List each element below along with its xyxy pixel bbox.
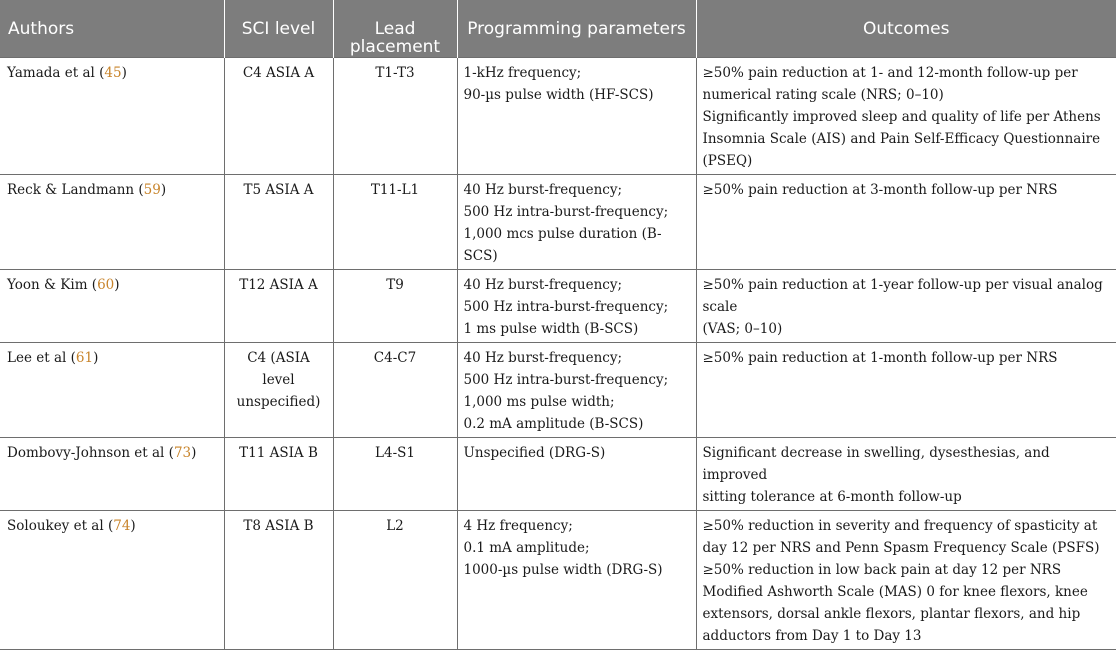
outcome-line: numerical rating scale (NRS; 0–10): [702, 87, 944, 103]
author-name: Dombovy-Johnson et al (: [7, 445, 174, 461]
outcomes-cell: [696, 438, 1116, 511]
outcomes-cell: [696, 343, 1116, 438]
outcomes-cell: [696, 175, 1116, 270]
sci-level-cell: [224, 58, 333, 175]
lead-placement-cell: L4-S1: [333, 438, 457, 511]
lead-placement-cell: C4-C7: [333, 343, 457, 438]
param-line: 500 Hz intra-burst-frequency;: [463, 204, 669, 220]
outcomes-cell: [696, 270, 1116, 343]
outcome-line: (VAS; 0–10): [702, 321, 783, 337]
outcomes-cell: [696, 58, 1116, 175]
sci-level-cell: [224, 438, 333, 511]
author-cell: [0, 58, 224, 175]
author-close: ): [191, 445, 197, 461]
lead-placement-cell: T1-T3: [333, 58, 457, 175]
sci-line: C4 ASIA A: [242, 65, 315, 81]
sci-level-cell: [224, 511, 333, 650]
sci-level-cell: [224, 343, 333, 438]
author-close: ): [114, 277, 120, 293]
lead-placement-cell: T11-L1: [333, 175, 457, 270]
params-cell: [457, 343, 696, 438]
outcome-line: Insomnia Scale (AIS) and Pain Self-Efficacy Questionnaire: [702, 131, 1101, 147]
table-row: [0, 438, 1116, 511]
params-cell: [457, 511, 696, 650]
author-cell: [0, 270, 224, 343]
author-cell: [0, 175, 224, 270]
param-line: 90-µs pulse width (HF-SCS): [463, 87, 654, 103]
outcome-line: ≥50% reduction in severity and frequency of spasticity at: [702, 518, 1098, 534]
params-cell: [457, 175, 696, 270]
param-line: 500 Hz intra-burst-frequency;: [463, 372, 669, 388]
outcome-line: adductors from Day 1 to Day 13: [702, 628, 922, 644]
author-cell: [0, 511, 224, 650]
outcome-line: day 12 per NRS and Penn Spasm Frequency Scale (PSFS): [702, 540, 1100, 556]
param-line: Unspecified (DRG-S): [463, 445, 606, 461]
header-outcomes: Outcomes: [696, 0, 1116, 58]
outcome-line: ≥50% pain reduction at 1- and 12-month follow-up per: [702, 65, 1078, 81]
lead-placement-cell: T9: [333, 270, 457, 343]
sci-line: C4 (ASIA level: [247, 350, 310, 388]
sci-line: T12 ASIA A: [239, 277, 318, 293]
table-row: [0, 58, 1116, 175]
author-close: ): [121, 65, 127, 81]
header-lead-placement-line2: placement: [349, 37, 441, 57]
sci-level-cell: [224, 175, 333, 270]
param-line: 40 Hz burst-frequency;: [463, 182, 623, 198]
table-row: [0, 175, 1116, 270]
outcome-line: ≥50% pain reduction at 1-year follow-up per visual analog scale: [702, 277, 1103, 315]
param-line: 500 Hz intra-burst-frequency;: [463, 299, 669, 315]
sci-line: T8 ASIA B: [243, 518, 314, 534]
param-line: 1-kHz frequency;: [463, 65, 582, 81]
outcome-line: Significantly improved sleep and quality of life per Athens: [702, 109, 1101, 125]
reference-link[interactable]: 45: [104, 65, 122, 81]
header-row: [0, 0, 1116, 58]
param-line: 1,000 ms pulse width;: [463, 394, 615, 410]
param-line: 40 Hz burst-frequency;: [463, 350, 623, 366]
outcome-line: (PSEQ): [702, 153, 753, 169]
params-cell: [457, 270, 696, 343]
author-name: Reck & Landmann (: [7, 182, 144, 198]
table-row: [0, 343, 1116, 438]
sci-line: T5 ASIA A: [243, 182, 314, 198]
outcomes-cell: [696, 511, 1116, 650]
param-line: 1 ms pulse width (B-SCS): [463, 321, 639, 337]
sci-line: unspecified): [236, 394, 321, 410]
author-cell: [0, 438, 224, 511]
param-line: 40 Hz burst-frequency;: [463, 277, 623, 293]
param-line: 0.1 mA amplitude;: [463, 540, 590, 556]
param-line: 0.2 mA amplitude (B-SCS): [463, 416, 644, 432]
author-cell: [0, 343, 224, 438]
outcome-line: Modified Ashworth Scale (MAS) 0 for knee flexors, knee: [702, 584, 1088, 600]
outcome-line: sitting tolerance at 6-month follow-up: [702, 489, 962, 505]
param-line: 1000-µs pulse width (DRG-S): [463, 562, 663, 578]
params-cell: [457, 58, 696, 175]
lead-placement-cell: L2: [333, 511, 457, 650]
outcome-line: ≥50% pain reduction at 3-month follow-up per NRS: [702, 182, 1058, 198]
table-row: [0, 511, 1116, 650]
table-row: [0, 270, 1116, 343]
reference-link[interactable]: 73: [173, 445, 192, 461]
header-lead-placement: [333, 0, 457, 58]
author-name: Yoon & Kim (: [7, 277, 98, 293]
param-line: 1,000 mcs pulse duration (B-SCS): [463, 226, 662, 264]
author-name: Soloukey et al (: [7, 518, 114, 534]
author-name: Lee et al (: [7, 350, 76, 366]
reference-link[interactable]: 74: [113, 518, 131, 534]
reference-link[interactable]: 59: [143, 182, 161, 198]
params-cell: [457, 438, 696, 511]
author-close: ): [160, 182, 167, 198]
reference-link[interactable]: 60: [97, 277, 115, 293]
header-authors: Authors: [0, 0, 224, 58]
sci-level-cell: [224, 270, 333, 343]
header-lead-placement-line1: Lead: [374, 19, 416, 39]
header-programming-parameters: Programming parameters: [457, 0, 696, 58]
reference-link[interactable]: 61: [75, 350, 94, 366]
param-line: 4 Hz frequency;: [463, 518, 573, 534]
outcome-line: ≥50% reduction in low back pain at day 12 per NRS: [702, 562, 1062, 578]
outcome-line: Significant decrease in swelling, dysesthesias, and improved: [702, 445, 1050, 483]
sci-line: T11 ASIA B: [239, 445, 318, 461]
author-name: Yamada et al (: [7, 65, 105, 81]
outcome-line: ≥50% pain reduction at 1-month follow-up per NRS: [702, 350, 1058, 366]
header-sci-level: SCI level: [224, 0, 333, 58]
author-close: ): [93, 350, 99, 366]
outcome-line: extensors, dorsal ankle flexors, plantar flexors, and hip: [702, 606, 1081, 622]
author-close: ): [130, 518, 136, 534]
